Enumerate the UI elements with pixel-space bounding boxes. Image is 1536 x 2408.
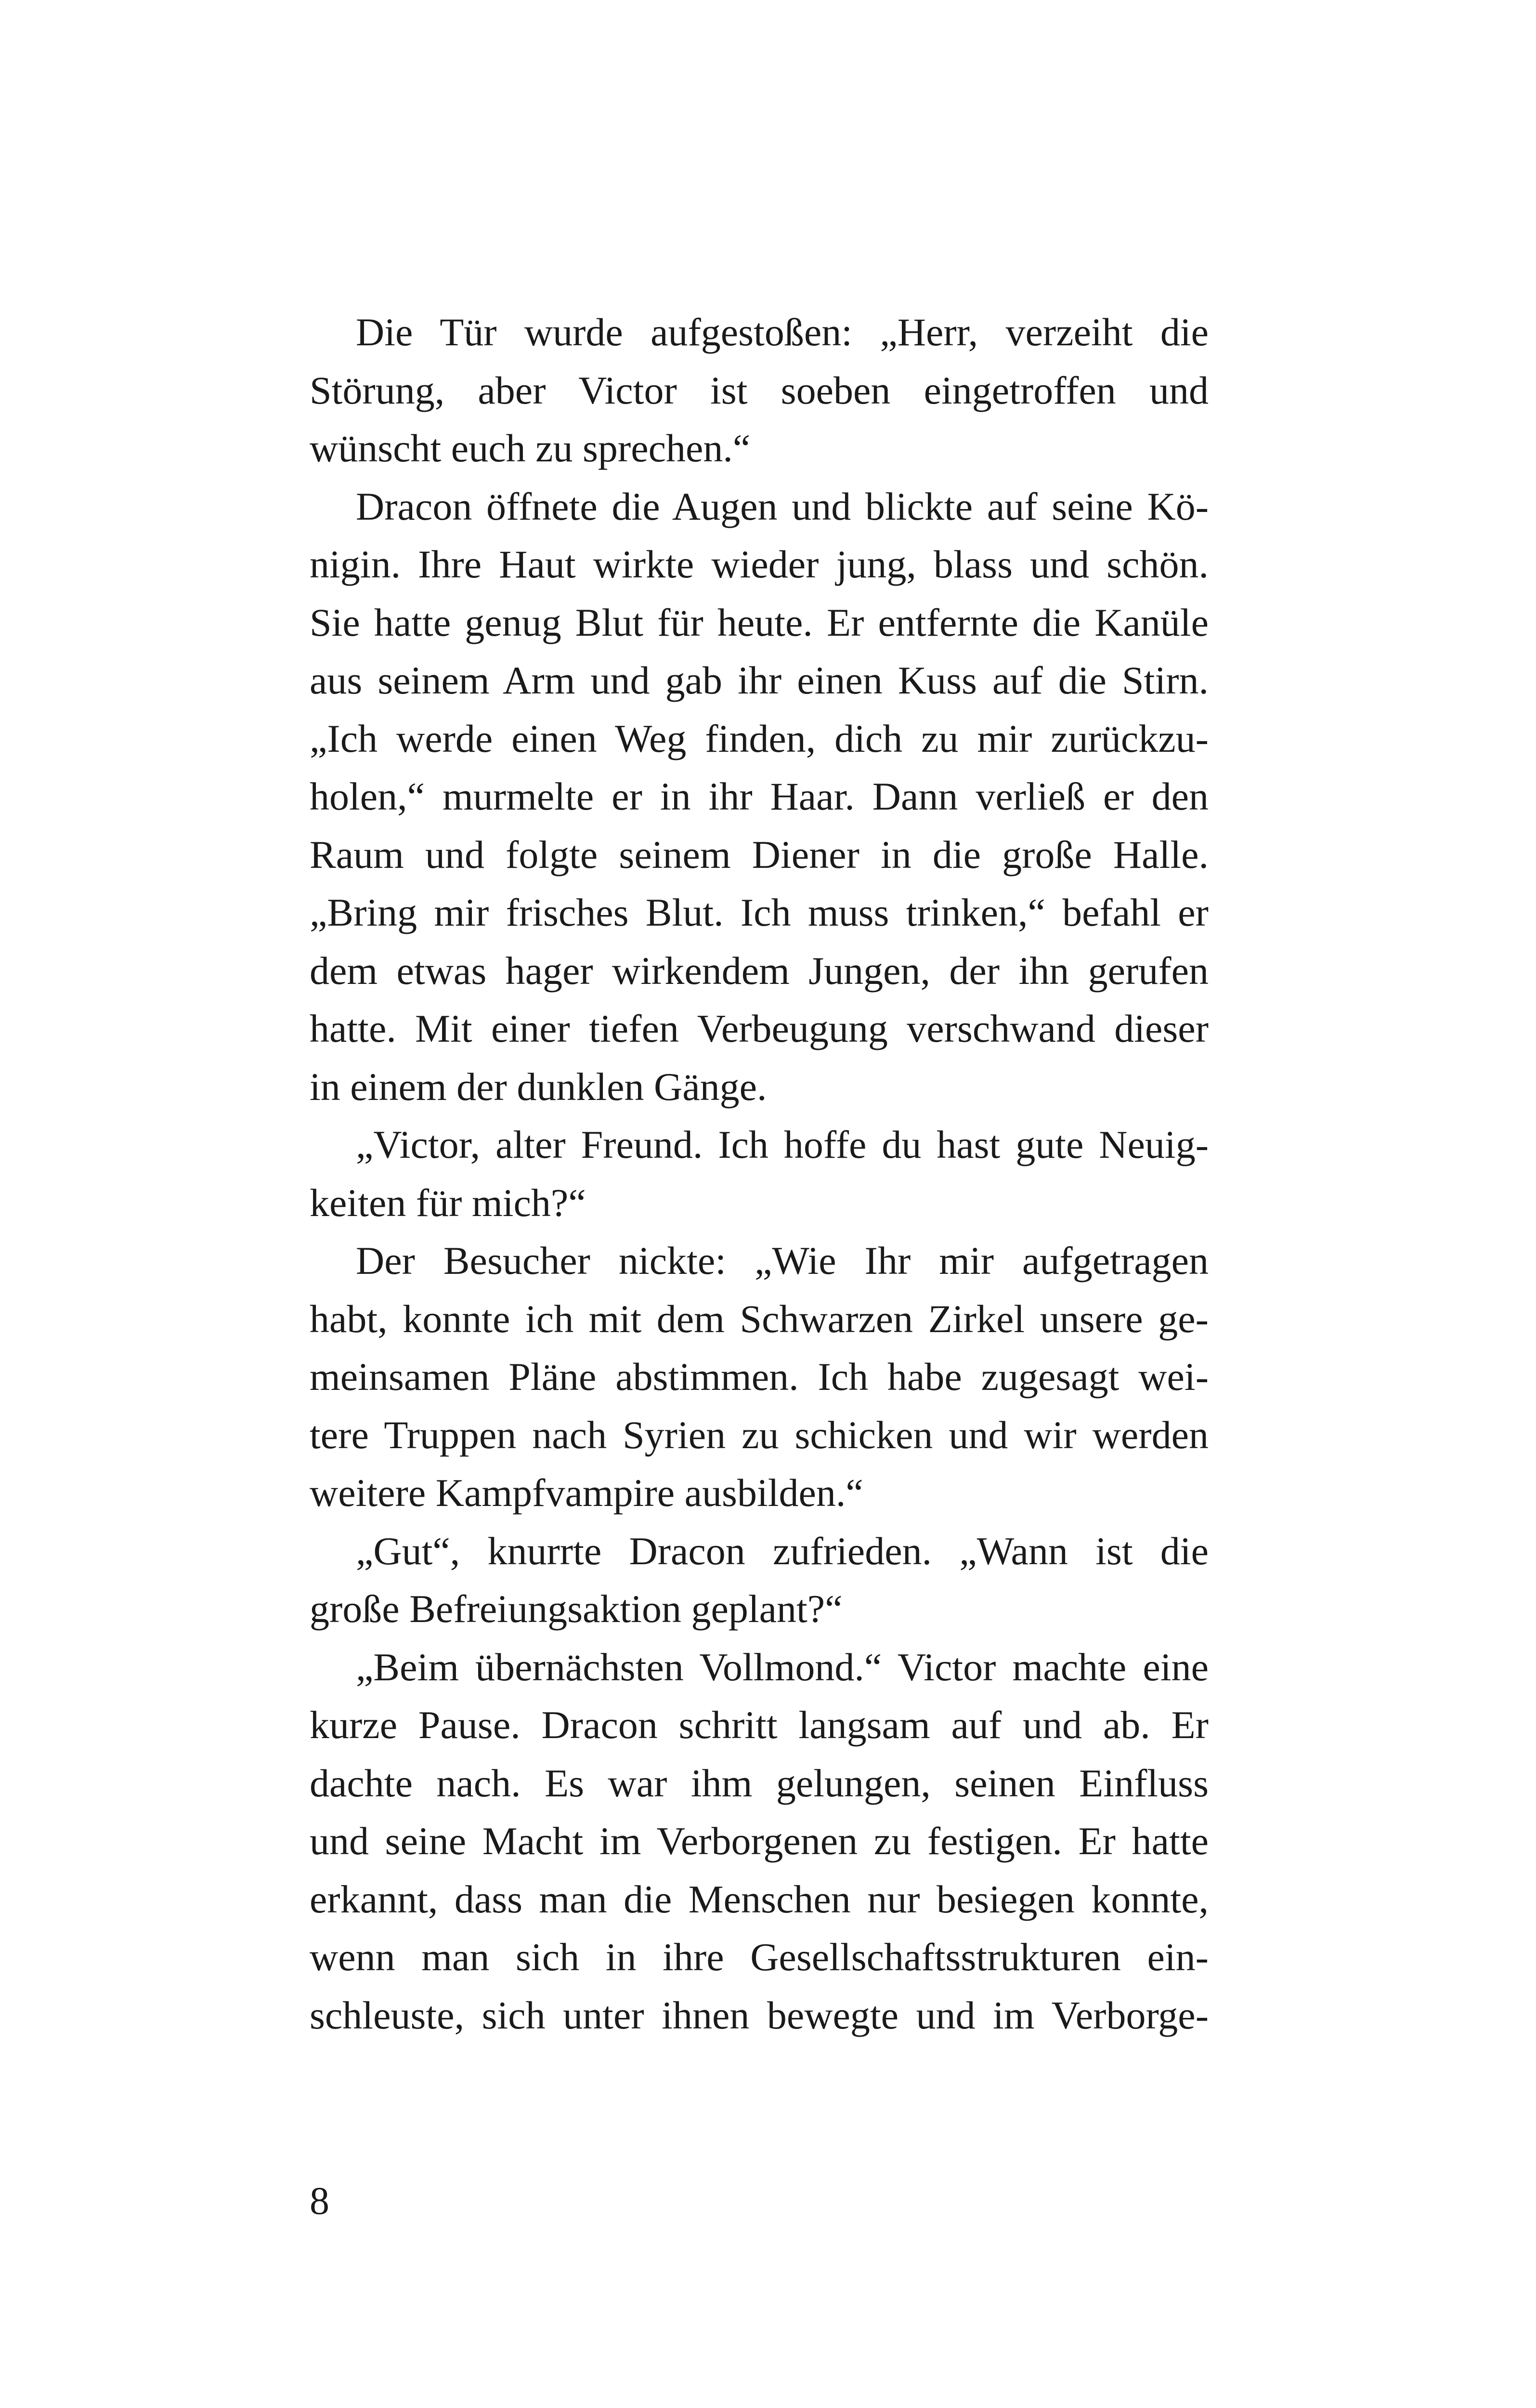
text-line: nigin. Ihre Haut wirkte wieder jung, blass und schön. xyxy=(310,542,1209,586)
body-text xyxy=(310,303,1209,2044)
text-line: aus seinem Arm und gab ihr einen Kuss auf die Stirn. xyxy=(310,658,1209,702)
text-line: Sie hatte genug Blut für heute. Er entfernte die Kanüle xyxy=(310,600,1209,644)
text-line: meinsamen Pläne abstimmen. Ich habe zugesagt wei- xyxy=(310,1355,1209,1399)
text-line: dem etwas hager wirkendem Jungen, der ihn gerufen xyxy=(310,948,1209,993)
text-line: Raum und folgte seinem Diener in die große Halle. xyxy=(310,832,1209,877)
page-number: 8 xyxy=(310,2179,329,2223)
text-line: wünscht euch zu sprechen.“ xyxy=(310,426,751,470)
text-line: Störung, aber Victor ist soeben eingetroffen und xyxy=(310,368,1209,412)
text-line: „Gut“, knurrte Dracon zufrieden. „Wann ist die xyxy=(356,1529,1209,1573)
text-line: wenn man sich in ihre Gesellschaftsstrukturen ein- xyxy=(310,1935,1209,1979)
text-line: „Bring mir frisches Blut. Ich muss trinken,“ befahl er xyxy=(310,890,1209,934)
text-line: und seine Macht im Verborgenen zu festigen. Er hatte xyxy=(310,1819,1209,1863)
text-line: tere Truppen nach Syrien zu schicken und wir werden xyxy=(310,1413,1209,1457)
text-line: Dracon öffnete die Augen und blickte auf seine Kö- xyxy=(356,484,1209,528)
text-line: „Beim übernächsten Vollmond.“ Victor machte eine xyxy=(356,1645,1209,1689)
text-line: Die Tür wurde aufgestoßen: „Herr, verzeiht die xyxy=(356,310,1209,354)
text-line: große Befreiungsaktion geplant?“ xyxy=(310,1587,843,1631)
text-line: erkannt, dass man die Menschen nur besiegen konnte, xyxy=(310,1877,1209,1921)
text-line: hatte. Mit einer tiefen Verbeugung verschwand dieser xyxy=(310,1007,1209,1050)
text-line: weitere Kampfvampire ausbilden.“ xyxy=(310,1471,863,1515)
text-line: habt, konnte ich mit dem Schwarzen Zirkel unsere ge- xyxy=(310,1296,1209,1341)
text-line: kurze Pause. Dracon schritt langsam auf und ab. Er xyxy=(310,1703,1209,1747)
text-line: in einem der dunklen Gänge. xyxy=(310,1064,767,1109)
text-line: holen,“ murmelte er in ihr Haar. Dann verließ er den xyxy=(310,774,1209,818)
text-line: dachte nach. Es war ihm gelungen, seinen Einfluss xyxy=(310,1761,1209,1805)
text-line: keiten für mich?“ xyxy=(310,1180,586,1225)
text-line: schleuste, sich unter ihnen bewegte und im Verborge- xyxy=(310,1993,1209,2037)
text-line: „Victor, alter Freund. Ich hoffe du hast gute Neuig- xyxy=(356,1123,1209,1166)
text-line: Der Besucher nickte: „Wie Ihr mir aufgetragen xyxy=(356,1239,1209,1283)
text-line: „Ich werde einen Weg finden, dich zu mir zurückzu- xyxy=(310,716,1209,760)
